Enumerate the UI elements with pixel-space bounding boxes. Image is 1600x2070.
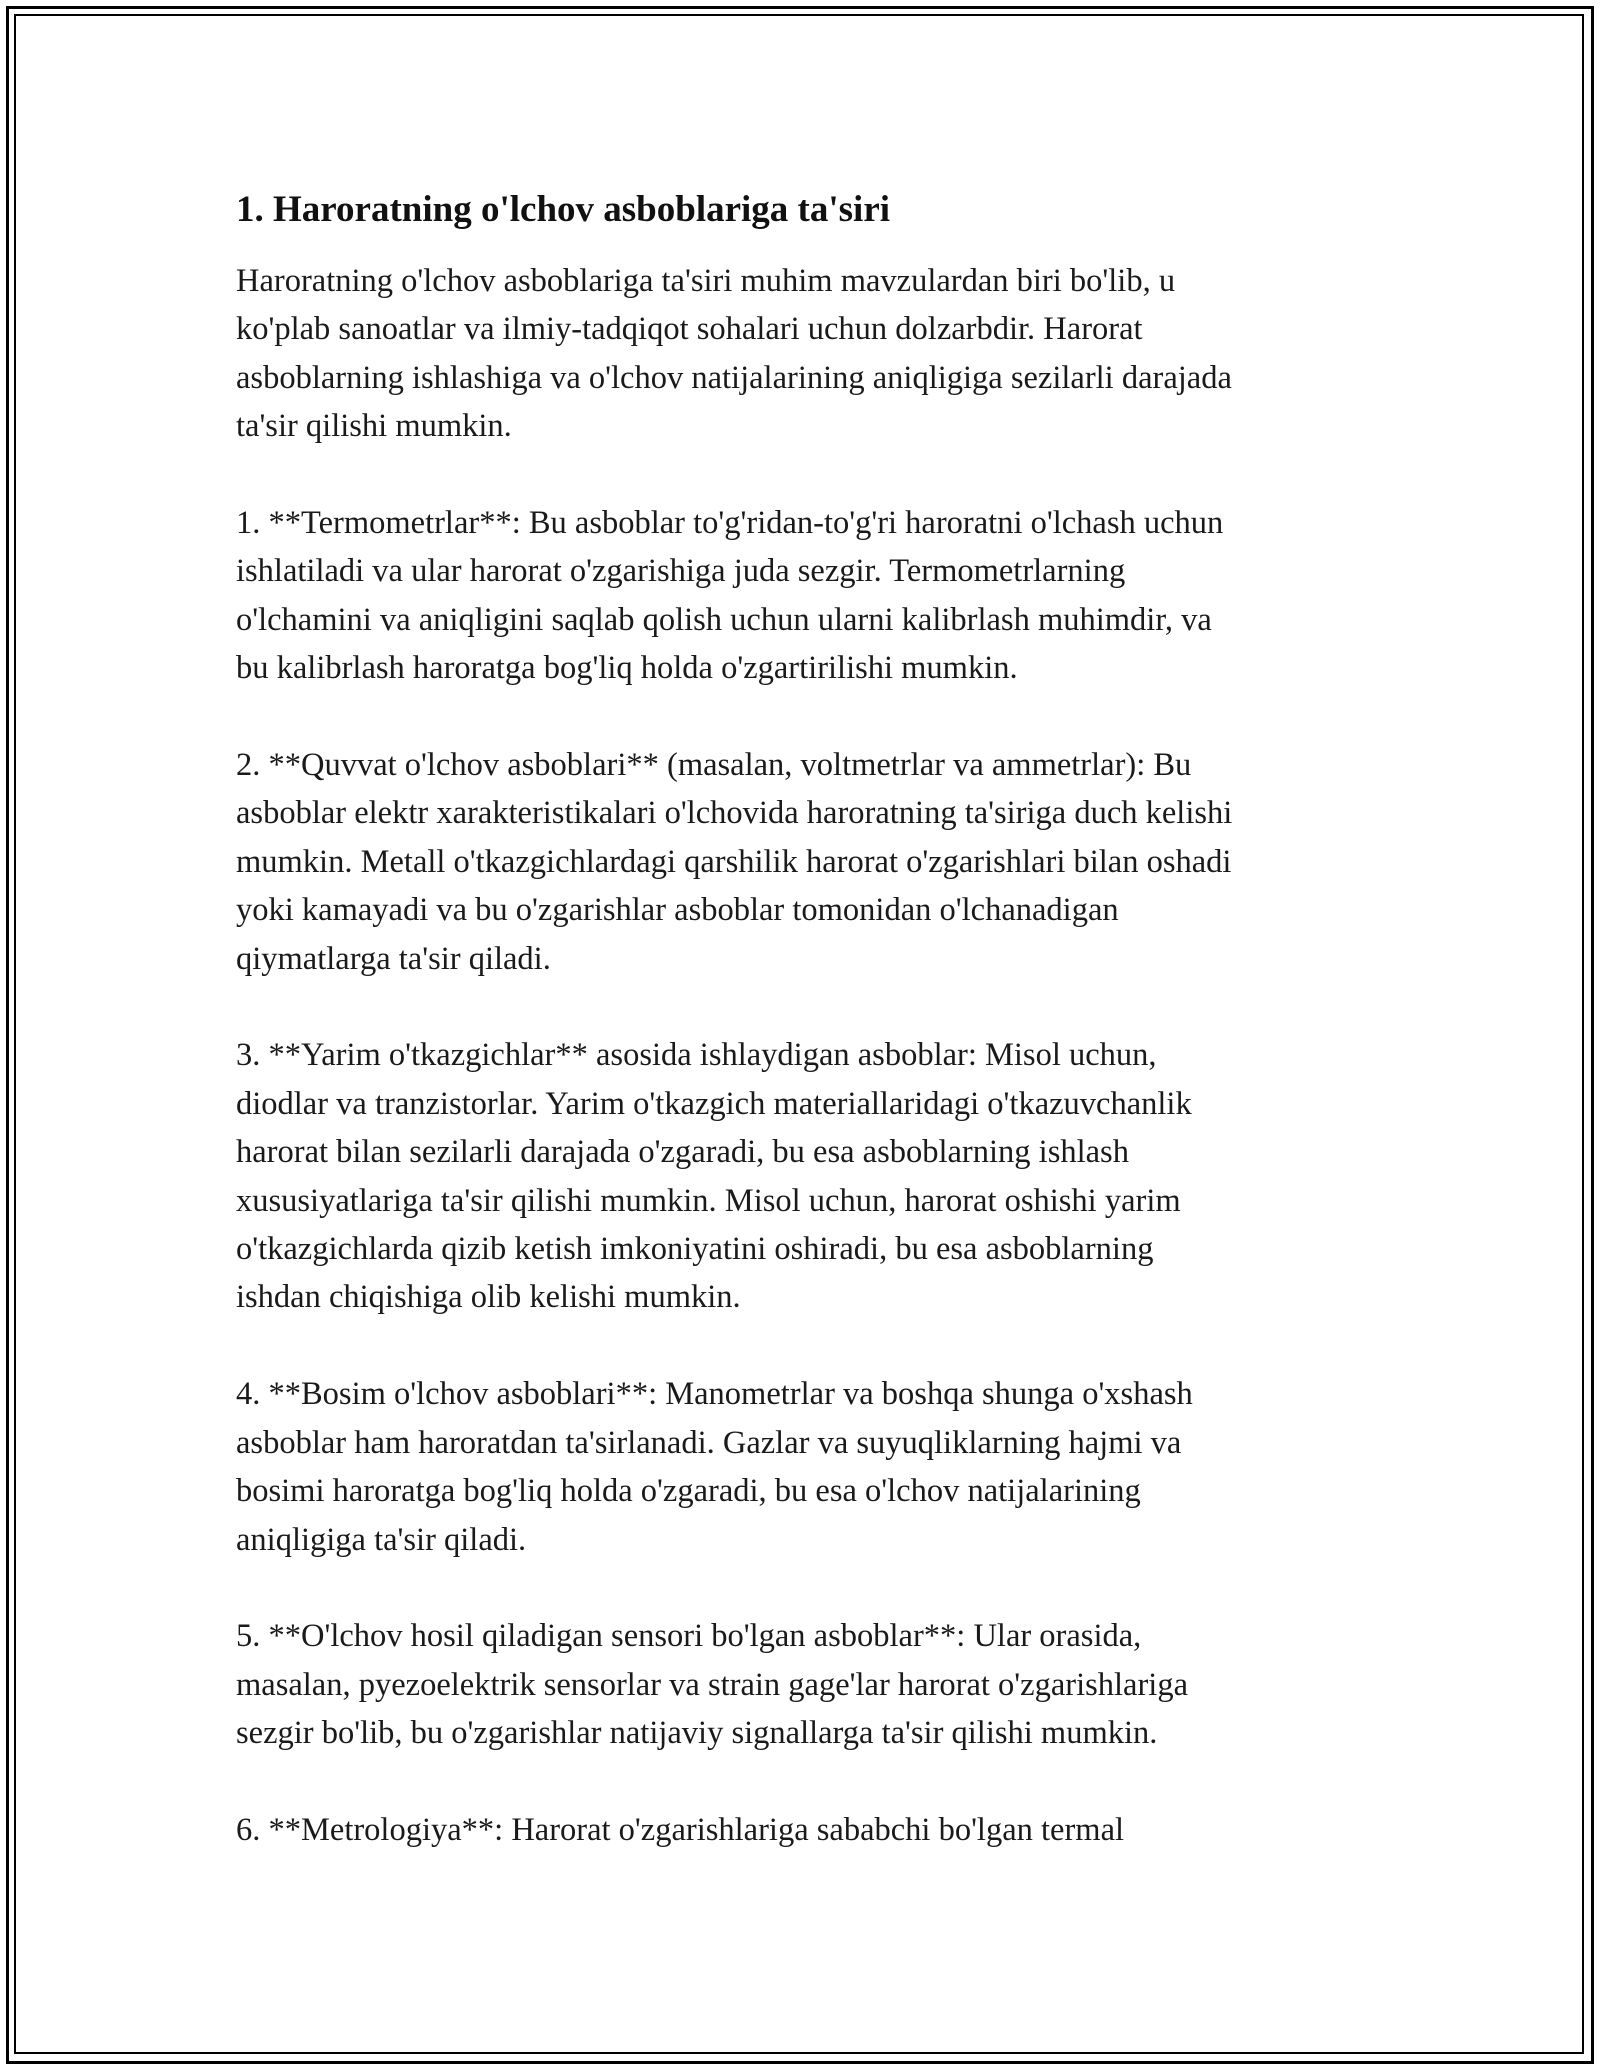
list-item-quvvat-olchov-asboblari: 2. **Quvvat o'lchov asboblari** (masalan, voltmetrlar va ammetrlar): Bu asboblar elektr xarakteristikalari o'lchovida haroratning ta'siriga duch kelishi mumkin. Metall o'tkazgichlardagi qarshilik harorat o'zgarishlari bilan oshadi yoki kamayadi va bu o'zgarishlar asboblar tomonidan o'lchanadigan qiymatlarga ta'sir qiladi.: [236, 747, 1233, 977]
list-item-bosim-olchov-asboblari: 4. **Bosim o'lchov asboblari**: Manometrlar va boshqa shunga o'xshash asboblar ham haroratdan ta'sirlanadi. Gazlar va suyuqliklarning hajmi va bosimi haroratga bog'liq holda o'zgaradi, bu esa o'lchov natijalarining aniqligiga ta'sir qiladi.: [236, 1376, 1193, 1558]
intro-paragraph: Haroratning o'lchov asboblariga ta'siri muhim mavzulardan biri bo'lib, u ko'plab sanoatlar va ilmiy-tadqiqot sohalari uchun dolzarbdir. Harorat asboblarning ishlashiga va o'lchov natijalarining aniqligiga sezilarli darajada ta'sir qilishi mumkin.: [236, 263, 1232, 445]
section-heading: 1. Haroratning o'lchov asboblariga ta'siri: [236, 189, 891, 230]
list-item-sensorli-asboblar: 5. **O'lchov hosil qiladigan sensori bo'lgan asboblar**: Ular orasida, masalan, pyezoelektrik sensorlar va strain gage'lar harorat o'zgarishlariga sezgir bo'lib, bu o'zgarishlar natijaviy signallarga ta'sir qilishi mumkin.: [236, 1618, 1188, 1752]
list-item-termometrlar: 1. **Termometrlar**: Bu asboblar to'g'ridan-to'g'ri haroratni o'lchash uchun ishlatiladi va ular harorat o'zgarishiga juda sezgir. Termometrlarning o'lchamini va aniqligini saqlab qolish uchun ularni kalibrlash muhimdir, va bu kalibrlash haroratga bog'liq holda o'zgartirilishi mumkin.: [236, 505, 1224, 687]
list-item-metrologiya: 6. **Metrologiya**: Harorat o'zgarishlariga sababchi bo'lgan termal: [236, 1811, 1125, 1848]
document-body: [236, 185, 1366, 1903]
list-item-yarim-otkazgichlar: 3. **Yarim o'tkazgichlar** asosida ishlaydigan asboblar: Misol uchun, diodlar va tranzistorlar. Yarim o'tkazgich materiallaridagi o'tkazuvchanlik harorat bilan sezilarli darajada o'zgaradi, bu esa asboblarning ishlash xususiyatlariga ta'sir qilishi mumkin. Misol uchun, harorat oshishi yarim o'tkazgichlarda qizib ketish imkoniyatini oshiradi, bu esa asboblarning ishdan chiqishiga olib kelishi mumkin.: [236, 1037, 1192, 1316]
